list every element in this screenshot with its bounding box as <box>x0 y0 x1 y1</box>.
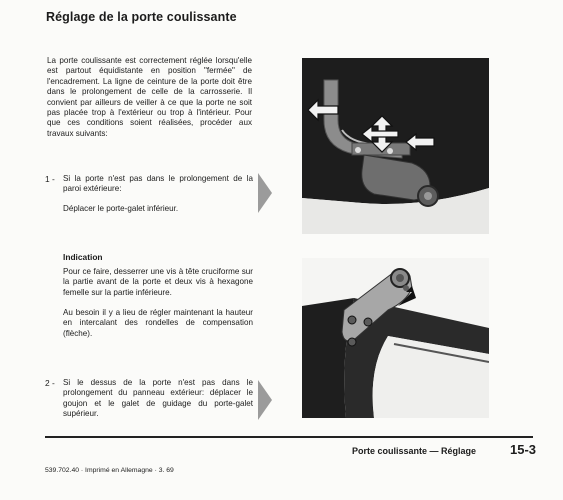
page-number: 15-3 <box>510 442 537 457</box>
step-2-condition: Si le dessus de la porte n'est pas dans le prolongement du panneau extérieur: déplacer le goujon et le galet de guidage du porte-galet supérieur. <box>63 378 253 419</box>
footer-section-title: Porte coulissante — Réglage <box>352 446 477 456</box>
step-1-action: Déplacer le porte-galet inférieur. <box>63 204 179 213</box>
page-title: Réglage de la porte coulissante <box>46 10 237 24</box>
step-2-number: 2 - <box>45 378 55 388</box>
pointer-arrow-icon <box>258 173 272 213</box>
footer-divider <box>45 436 533 438</box>
pointer-arrow-icon <box>258 380 272 420</box>
lower-roller-carrier-photo <box>302 58 489 234</box>
indication-paragraph-2: Au besoin il y a lieu de régler maintenant la hauteur en intercalant des rondelles de compensation (flèche). <box>63 308 253 338</box>
print-info: 539.702.40 · Imprimé en Allemagne · 3. 69 <box>45 467 174 474</box>
step-1-condition: Si la porte n'est pas dans le prolongement de la paroi extérieure: <box>63 174 253 194</box>
upper-roller-carrier-photo <box>302 258 489 418</box>
step-1-number: 1 - <box>45 174 55 184</box>
indication-paragraph-1: Pour ce faire, desserrer une vis à tête cruciforme sur la partie avant de la porte et deux vis à hexagone femelle sur la partie inférieure. <box>63 267 253 297</box>
intro-paragraph: La porte coulissante est correctement réglée lorsqu'elle est partout équidistante en position "fermée" de l'encadrement. La ligne de ceinture de la porte doit être dans le prolongement de celle de la carrosserie. Il convient par ailleurs de veiller à ce que la porte ne soit pas placée trop à l'extérieur ou trop à l'intérieur. Pour que ces conditions soient réalisées, procéder aux travaux suivants: <box>47 56 252 138</box>
indication-heading: Indication <box>63 252 103 262</box>
